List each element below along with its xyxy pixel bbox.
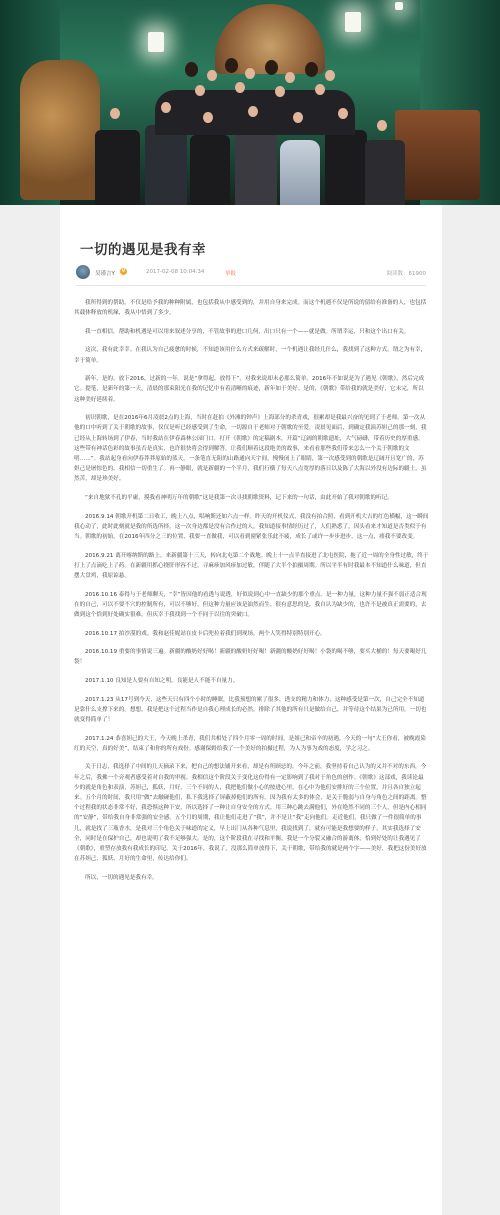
- article-title: 一切的遇见是我有幸: [80, 242, 206, 258]
- paragraph: 2016.10.16 泰得与于老师聊天，“幸”皆因他的看透与说透，好似说到心中一直缺少的那个重点。是一种力量，这种力量不强不弱正适合现在的自己，可以不要不穴的控制所有，可以不够好，但这种力量应该是油然而生。很有意思的是，我自认为缺少的，也许不是被真正需要的，去做到这个恰到好处确实很难，但庆幸于我找到一个不同于以往的突破口。: [74, 591, 427, 618]
- article-body: [74, 298, 429, 891]
- author-name[interactable]: 吴谨言Y: [95, 271, 115, 277]
- article-meta: [76, 265, 426, 281]
- paragraph: 2017.1.24 恭喜妲己的大王，今天晚上杀青，我们共相处了四个月零一周的时间。是姐已和帝辛的初遇，今天的一句“大王你看，被晚霞染红的天空，真的好美”，结束了和你的所有戏份。感谢保姆给我了一个美好的拍摄过程，为人为事为戏的态度，学之习之。: [74, 735, 426, 752]
- paragraph: 2016.10.19 重要的事情说三遍。新疆的酸奶好好喝！新疆的酸奶好好喝！新疆的酸奶好好喝！小袋的喝不够，要买大桶的！每天要喝好几袋！: [74, 649, 427, 666]
- set-furniture: [395, 110, 480, 200]
- paragraph: 我一直相信，帮助和机遇是可以用来叙述分享的，不管故事的进口几何，出口只有一个——就是做。所谓幸运，只和这个出口有关。: [85, 328, 410, 335]
- paragraph: 2016.9.21 离开喀纳斯的路上，来新疆第十三天，转向北屯第二个战地。晚上十一点半直接进了北屯医院，拖了近一周的全身性过敏，终于打上了点滴吃上了药。在新疆用抓心挠肝形容不过，寻麻疹加风疹加过敏，伴随了大半个拍摄周期。所以平半有时我最本不知道什么味道，但直摆大盘鸡，我原谅悬。: [74, 552, 429, 579]
- paragraph: 2016.9.14 朝歌开机第二日收工，晚上八点，唱响斯还如六点一样。昨天的开机仪式，我没有拍合照，看到开机大吉的红色横幅，这一瞬间我心动了，此时此刻就是我的所选所择。这一次身边都是没有合作过的人，我知道接事情经历过了，人们熟悉了，因头看来才知道是否类似于有当。朝歌的初始，在2016年四分之三的位置，我要一直做我，可以看到窗紧张乐此不疲，成长了或许一步步进步，这一点，瘗我不要改变。: [74, 513, 429, 540]
- paragraph: 我所得到的帮助，不仅是给予我的种种附属，也包括我从中感受到的，并用自身来完成。而这个机遇不仅是所说的留给有准备的人，也包括其载体释放的机缘，我从中悟到了多少。: [74, 300, 427, 317]
- set-statue: [20, 60, 100, 200]
- paragraph: 所以，一切的遇见是我有幸。: [85, 874, 158, 881]
- hero-photo: [0, 0, 500, 205]
- read-count: 阅读数：61900: [386, 271, 426, 277]
- paragraph: 2017.1.23 从17号到今天，这些天只有四个小时的睡眠，比我预想的累了很多，透支的精力和体力，这种感受是第一次，自己完全不知道是靠什么支撑下来的。想想，我是把这个过程当作是自我心理成长的必然，排除了其他的所有只是做给自己，并等待这个结果为己所用。一切也就变得简单了！: [74, 696, 427, 723]
- paragraph: 初识朝歌，是在2016年6月凌晨2点的上海，当时在赶拍《外滩的钟声》上海部分的杀青戏，很累却是我最兴奋的见到了于老师。第一次从他的口中听到了关于朝歌的故事，仅仅是听已经感受到了生命，一切源自于老师对于朝歌的至爱。凌晨见面后，到确定我演苏妲己的那一刻，我已经从上海转场到了伊春，当时我站在伊春森林公园门口，打开《朝歌》的定稿剧本，开篇“辽阔的朝歌遗址，大气磅礴，带着历史的厚重感。这些带有神话色彩的故事虽否是真实，也许很快将会得到解答，让我们顺着这段绝美的故事，来看看那些我们带来怎么一个关于朝歌的文明……”。我站起身看向伊春莽莽原始的蓝天，一条笔直无阻的山路通向天宇间，慢慢闭上了眼睛，第一次感受到的朝歌是辽阔开且宽广的，苏妲己是屠惊色的，我相信一切重生了。再一静眼，就是新疆的一个半月，我们行横了每天八点宽厚的落日以及陈了大海以外没有边际的疆土。虽然苦，却是珍美好。: [74, 415, 427, 483]
- cast-crowd: [95, 40, 405, 205]
- divider: [76, 285, 426, 286]
- paragraph: 新年，是的。放下2016，过新的一年。说是“拿得起，放得下”，对我来说却未必那么简单。2016年不如说是为了遇见《朝歌》，然后完成它。提笔，是新年的第一天，清晨的那束阳光在我的记忆中有着清晰的痕迹，新年如于美好。是的，《朝歌》带给我的就是美好，它未完，所以这种美好延续着。: [74, 376, 425, 403]
- paragraph: 这次，我有此幸幸。在我认为自己疲惫的时候，不知道该用什么方式来疏解时，一个机遇让我经几什么，我找到了这种方式。谓之为有幸，幸于简单。: [74, 347, 427, 364]
- paragraph: 2016.10.17 拍沙漠的戏。我和赵佳妮站在皮卡后兜拉着我们到现场，两个人笑得特别特别开心。: [85, 630, 326, 637]
- paragraph: “来自地狱不孔的平庸，摸我看神明万年的朝歌”这是我第一次寻找朝歌资料，记下来的一句话，由此开始了我对朝歌的听记。: [85, 495, 393, 501]
- avatar[interactable]: [76, 265, 90, 279]
- verified-badge-icon: V: [121, 269, 126, 274]
- studio-light: [395, 2, 403, 10]
- publish-date: 2017-02-08 10:04:34: [146, 269, 205, 275]
- studio-light: [345, 12, 361, 32]
- paragraph: 关于日志，我选择了中间的几天摘录下来，把自己的想法铺开来看，却是有所顾忌的。今年之前，我坚持着自己认为的又并不对的东西，今年之后，我佛一个旁观者感受着对自我的审视。我相信这个阶段关于变化这份得有一定影响到了我对于角色的创作。《朝歌》这部戏，我读论最少的就是角色和表演，苏妲己，狐妖，月好，三个不同的人，我把他们做小心的按进心里，在心中为他们安排好的三个位置，并且各自独立起来。五个月的时间，我只用“做”去触碰他们，私下我选择了屏蔽掉他们的所有。因为我有太多的体会，是关于脆弱与自身与角色之间的距离。整个过程我的状态非常不好，我恐惧这种下安，所以选择了一种让自身安全的方式。用三种心跳去满他们，外在绝然不同的三个人，但是内心相同的“安静”，带给我自身非常强的安全感。五个月的周期，我让他们走进了“我”，并不是让“我”走向他们。走近他们，我只做了一件很简单的事儿，就是找了三瓶香水，是我对三个角色关于味道的定义，早上出门从各种气息里，我说找到了，就有可能是我想要的样子。其实我选择了安全，同时是在保护自己，却也说明了我不足够强大。是的，这个阶段我在寻找和平衡，我是一个分裂又融合的游离体，恰到好处的让我遇见了《朝歌》，重塑存放我有我成长的印记。关于2016年，我说了，没那么简单放得下，关于朝歌，带给我的就是两个字——美好，我把这份美好放在苏妲己、狐妖、月好的生命里，传达给你们。: [74, 764, 427, 863]
- report-link[interactable]: 举报: [225, 271, 237, 277]
- article-card: [60, 205, 442, 1215]
- paragraph: 2017.1.10 良知是人要有自知之明，良能是人不能不自量力。: [85, 677, 239, 684]
